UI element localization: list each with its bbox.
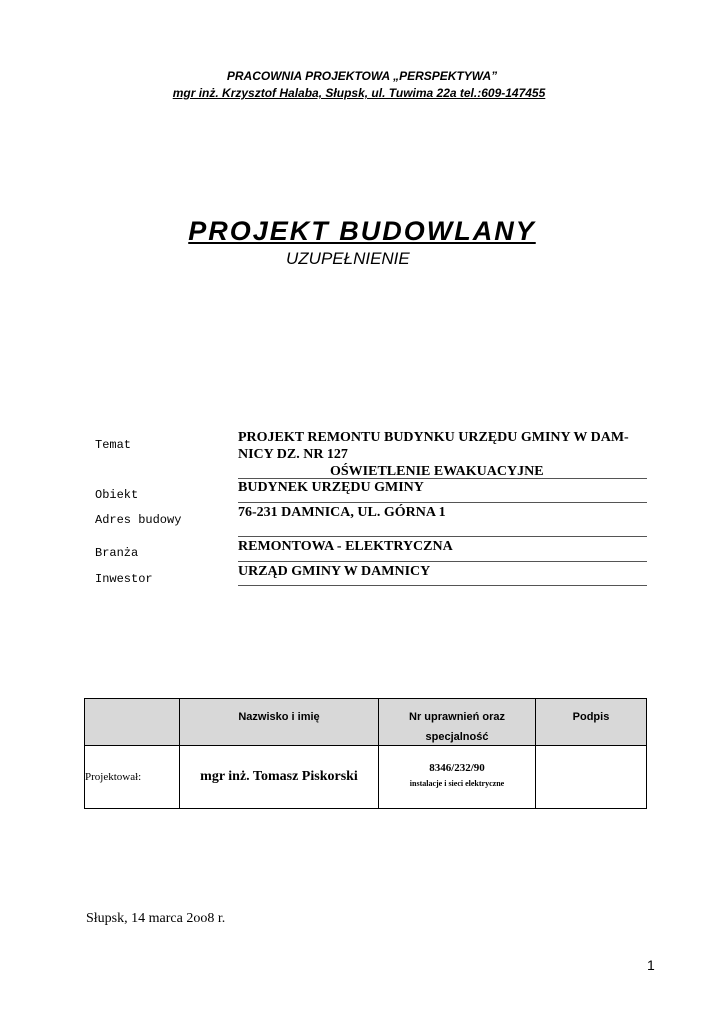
row-label-cell: [85, 746, 180, 809]
page-number: 1: [647, 957, 655, 973]
divider: [238, 536, 647, 537]
temat-value-line1: PROJEKT REMONTU BUDYNKU URZĘDU GMINY W DAM-: [238, 430, 629, 445]
divider: [238, 561, 647, 562]
branza-label: Branża: [95, 546, 139, 560]
table-header-signature: [536, 699, 647, 746]
row-label: Projektował:: [85, 771, 142, 783]
temat-value-line2: NICY DZ. NR 127: [238, 447, 348, 462]
obiekt-label: Obiekt: [95, 488, 139, 502]
designer-name: mgr inż. Tomasz Piskorski: [200, 769, 358, 784]
temat-label: Temat: [95, 438, 132, 452]
column-license-label-line2: specjalność: [425, 731, 489, 743]
table-header-name: [180, 699, 379, 746]
table-header-license: [379, 699, 536, 746]
table-header-empty: [85, 699, 180, 746]
company-name: PRACOWNIA PROJEKTOWA „PERSPEKTYWA”: [226, 69, 498, 83]
column-name-label: Nazwisko i imię: [238, 711, 320, 723]
license-specialty: instalacje i sieci elektryczne: [409, 779, 505, 788]
divider: [238, 502, 647, 503]
divider: [238, 585, 647, 586]
inwestor-label: Inwestor: [95, 572, 153, 586]
place-and-date: Słupsk, 14 marca 2oo8 r.: [86, 911, 226, 926]
company-address: mgr inż. Krzysztof Halaba, Słupsk, ul. Tuwima 22a tel.:609-147455: [172, 86, 546, 100]
obiekt-value: BUDYNEK URZĘDU GMINY: [238, 480, 424, 495]
row-signature-cell: [536, 746, 647, 809]
document-subtitle: UZUPEŁNIENIE: [286, 249, 410, 268]
adres-value: 76-231 DAMNICA, UL. GÓRNA 1: [238, 505, 446, 520]
inwestor-value: URZĄD GMINY W DAMNICY: [238, 564, 431, 579]
adres-label: Adres budowy: [95, 513, 182, 527]
license-number: 8346/232/90: [429, 762, 485, 774]
column-license-label-line1: Nr uprawnień oraz: [409, 711, 505, 723]
document-title: PROJEKT BUDOWLANY: [188, 216, 536, 246]
column-signature-label: Podpis: [572, 711, 610, 723]
row-license-cell: [379, 746, 536, 809]
signature-table: [84, 698, 647, 809]
row-name-cell: [180, 746, 379, 809]
branza-value: REMONTOWA - ELEKTRYCZNA: [238, 539, 453, 554]
temat-value-line3: OŚWIETLENIE EWAKUACYJNE: [330, 464, 544, 479]
